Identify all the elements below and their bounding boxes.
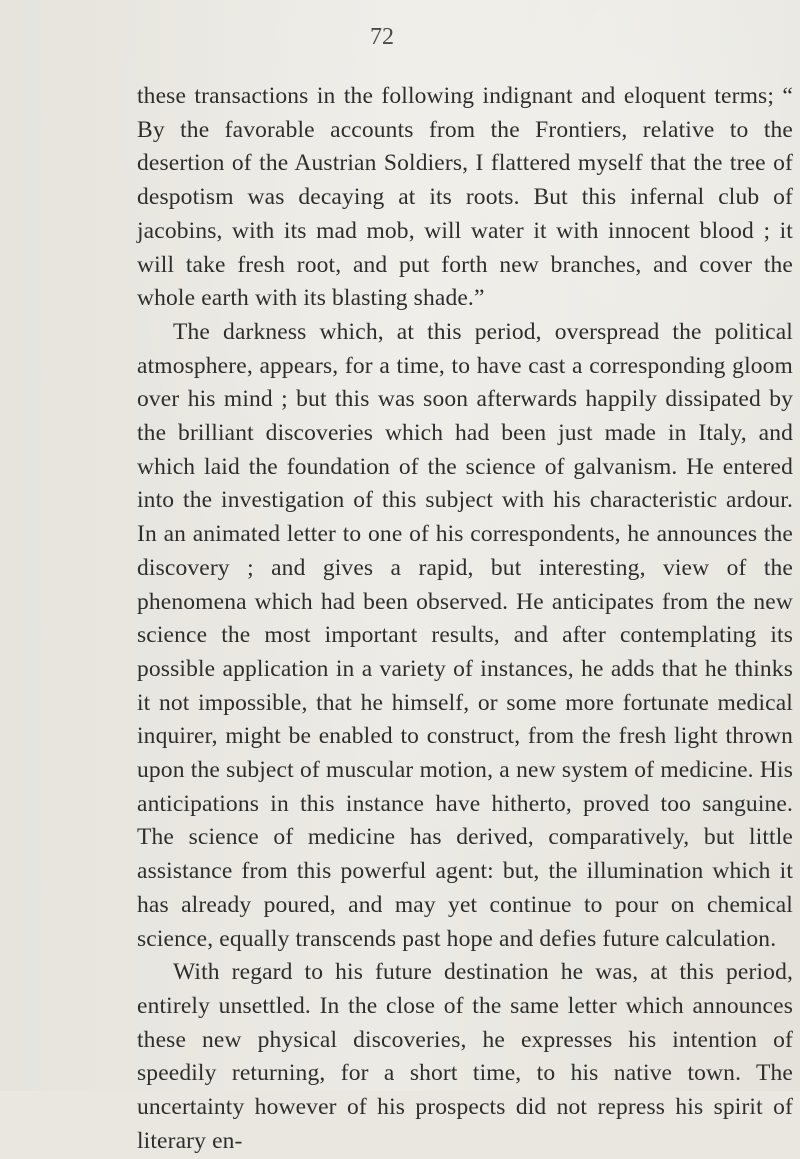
body-text [137, 80, 793, 1159]
paragraph-2: The darkness which, at this period, overspread the political atmosphere, appears, for a time, to have cast a corresponding gloom over his mind ; but this was soon afterwards happily dissipated by the brilliant discoveries which had been just made in Italy, and which laid the foundation of the science of galvanism. He entered into the investigation of this subject with his characteristic ardour. In an animated letter to one of his correspondents, he announces the discovery ; and gives a rapid, but interesting, view of the phenomena which had been observed. He anticipates from the new science the most important results, and after contemplating its possible application in a variety of instances, he adds that he thinks it not impossible, that he himself, or some more fortunate medical inquirer, might be enabled to construct, from the fresh light thrown upon the subject of muscular motion, a new system of medicine. His anticipations in this instance have hitherto, proved too sanguine. The science of medicine has derived, comparatively, but little assistance from this powerful agent: but, the illumination which it has already poured, and may yet continue to pour on chemical science, equally transcends past hope and defies future calculation. [137, 318, 793, 952]
page-number: 72 [370, 24, 394, 50]
paragraph-3: With regard to his future destination he was, at this period, entirely unsettled. In the close of the same letter which announces these new physical discoveries, he expresses his intention of speedily returning, for a short time, to his native town. The uncertainty however of his prospects did not repress his spirit of literary en- [137, 959, 793, 1154]
paragraph-1: these transactions in the following indignant and eloquent terms; “ By the favorable accounts from the Frontiers, relative to the desertion of the Austrian Soldiers, I flattered myself that the tree of despotism was decaying at its roots. But this infernal club of jacobins, with its mad mob, will water it with innocent blood ; it will take fresh root, and put forth new branches, and cover the whole earth with its blasting shade.” [137, 83, 793, 312]
